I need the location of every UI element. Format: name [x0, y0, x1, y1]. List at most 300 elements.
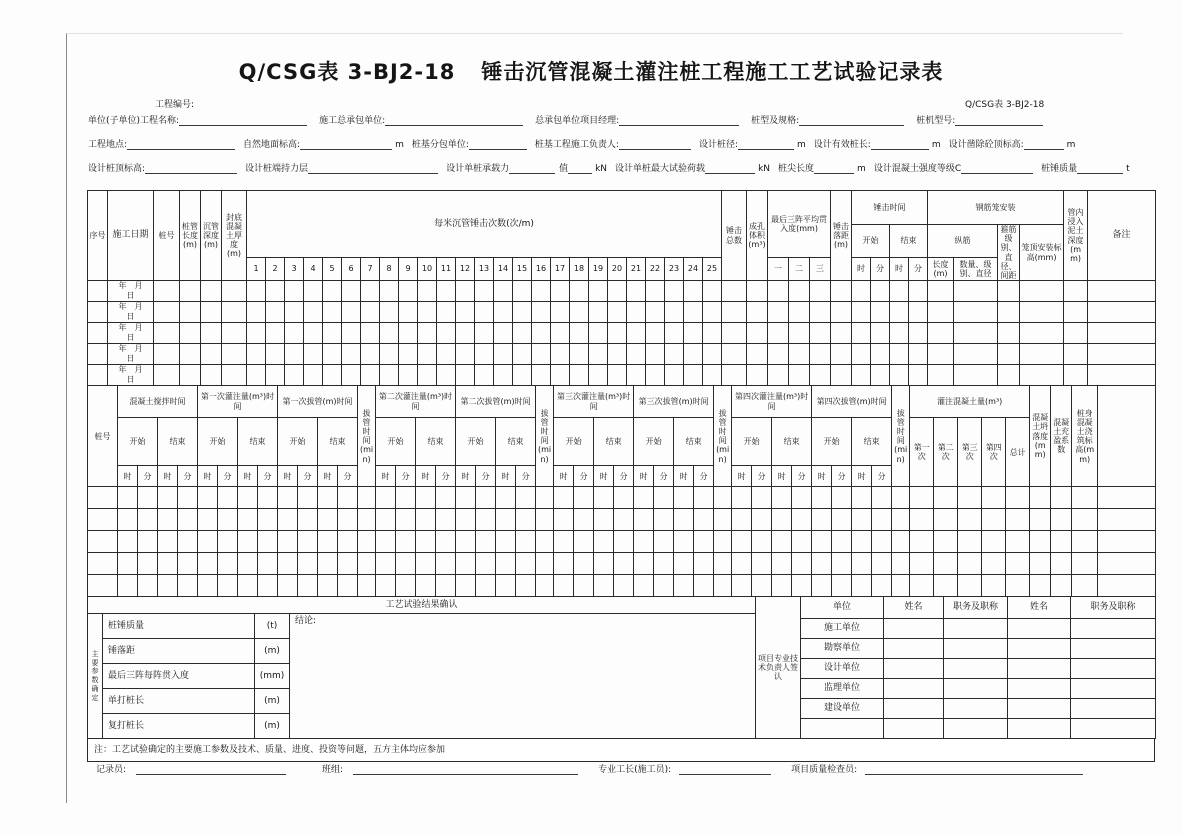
signature-table [755, 596, 1156, 739]
col-header-rebar-length: 长度(m) [928, 257, 954, 280]
hour-minute-col: 时 [890, 257, 909, 280]
empty-cell [1071, 719, 1156, 739]
empty-cell [594, 575, 614, 597]
empty-cell [418, 344, 437, 365]
field-label: 设计桩径: [698, 140, 739, 150]
empty-cell [475, 365, 494, 386]
empty-cell [910, 575, 934, 597]
hour-minute-col: 分 [298, 466, 318, 487]
blank-line [865, 765, 1083, 775]
empty-cell [180, 302, 201, 323]
hour-minute-col: 时 [634, 466, 654, 487]
empty-cell [258, 575, 278, 597]
empty-cell [437, 344, 456, 365]
empty-cell [88, 509, 118, 531]
empty-cell [772, 553, 792, 575]
hour-minute-col: 分 [258, 466, 278, 487]
empty-cell [338, 575, 358, 597]
hit-count-col-number: 23 [665, 257, 684, 280]
blank-line [619, 140, 691, 150]
empty-cell [258, 553, 278, 575]
empty-cell [222, 302, 247, 323]
empty-cell [456, 575, 476, 597]
param-row [88, 614, 756, 639]
empty-cell [589, 365, 608, 386]
empty-cell [358, 487, 376, 509]
empty-cell [722, 281, 747, 302]
empty-cell [88, 487, 118, 509]
empty-cell [1006, 553, 1030, 575]
empty-cell [909, 365, 928, 386]
empty-cell [722, 365, 747, 386]
blank-line [955, 116, 1043, 126]
empty-cell [852, 575, 872, 597]
empty-cell [884, 659, 944, 679]
unit-label: m [857, 164, 866, 174]
empty-cell [342, 344, 361, 365]
empty-cell [1072, 487, 1098, 509]
empty-cell [88, 575, 118, 597]
penetration-sub-col: 二 [789, 257, 810, 280]
col-header-longitudinal-rebar: 纵筋 [928, 225, 998, 258]
empty-cell [684, 323, 703, 344]
col-header-poured-concrete-volume: 灌注混凝土量(m³) [910, 386, 1030, 418]
empty-cell [1030, 553, 1051, 575]
col-header-pull-time: 拔管时间(min) [892, 386, 910, 487]
info-row-1 [88, 113, 1158, 126]
sign-header-row [756, 597, 1156, 619]
hour-minute-col: 分 [792, 466, 812, 487]
col-header-last-three-penetration: 最后三阵平均贯入度(mm) [768, 191, 831, 258]
blank-line [568, 164, 592, 174]
blank-line [871, 140, 929, 150]
blank-line [509, 164, 555, 174]
empty-cell [516, 509, 536, 531]
empty-cell [674, 487, 694, 509]
hit-count-col-number: 14 [494, 257, 513, 280]
team-label: 班组: [322, 765, 344, 775]
unit-label: m [1066, 140, 1076, 150]
empty-cell [222, 344, 247, 365]
empty-cell [944, 659, 1008, 679]
empty-cell [714, 531, 732, 553]
empty-cell [1051, 509, 1072, 531]
empty-cell [646, 344, 665, 365]
empty-cell [732, 531, 752, 553]
empty-cell [399, 302, 418, 323]
empty-cell [810, 281, 831, 302]
empty-cell [201, 323, 222, 344]
hour-minute-col: 时 [198, 466, 218, 487]
hour-minute-col: 时 [852, 257, 871, 280]
empty-cell [180, 281, 201, 302]
empty-cell [752, 509, 772, 531]
empty-cell [496, 509, 516, 531]
field-label: 设计混凝土强度等级C [873, 164, 962, 174]
empty-cell [436, 531, 456, 553]
empty-cell [198, 575, 218, 597]
col-header-slump: 混凝土坍落度(mm) [1030, 386, 1051, 487]
empty-cell [954, 365, 998, 386]
start-end-col: 开始 [554, 418, 594, 466]
empty-cell [338, 553, 358, 575]
empty-cell [437, 281, 456, 302]
start-end-col: 结束 [852, 418, 892, 466]
empty-cell [396, 531, 416, 553]
confirmation-block [87, 596, 1155, 739]
empty-cell [222, 323, 247, 344]
empty-cell [456, 365, 475, 386]
param-unit: (t) [255, 614, 290, 639]
empty-cell [338, 531, 358, 553]
col-header-date: 施工日期 [108, 191, 154, 281]
empty-cell [594, 509, 614, 531]
param-label: 锤落距 [103, 639, 255, 664]
empty-cell [627, 281, 646, 302]
empty-cell [118, 553, 138, 575]
empty-cell [496, 575, 516, 597]
field-label: 施工总承包单位: [319, 116, 386, 126]
empty-cell [871, 302, 890, 323]
param-unit: (mm) [255, 664, 290, 689]
empty-cell [792, 509, 812, 531]
empty-cell [536, 553, 554, 575]
empty-cell [266, 365, 285, 386]
empty-cell [684, 281, 703, 302]
hour-minute-col: 时 [158, 466, 178, 487]
empty-cell [570, 281, 589, 302]
empty-cell [323, 281, 342, 302]
empty-cell [475, 323, 494, 344]
t1-data-row [88, 344, 1156, 365]
empty-cell [810, 344, 831, 365]
empty-cell [831, 365, 852, 386]
empty-cell [703, 281, 722, 302]
empty-cell [832, 487, 852, 509]
hour-minute-col: 时 [732, 466, 752, 487]
empty-cell [910, 487, 934, 509]
empty-cell [812, 575, 832, 597]
empty-cell [218, 487, 238, 509]
form-name: 锤击沉管混凝土灌注桩工程施工工艺试验记录表 [481, 60, 944, 84]
empty-cell [954, 302, 998, 323]
empty-cell [494, 302, 513, 323]
empty-cell [532, 281, 551, 302]
hit-count-col-number: 18 [570, 257, 589, 280]
empty-cell [928, 344, 954, 365]
empty-cell [218, 575, 238, 597]
empty-cell [358, 575, 376, 597]
date-d: 日 [126, 375, 135, 385]
t1-data-row [88, 365, 1156, 386]
empty-cell [416, 553, 436, 575]
hit-count-col-number: 5 [323, 257, 342, 280]
field-label: 桩尖长度 [778, 164, 815, 174]
empty-cell [1088, 323, 1156, 344]
empty-cell [178, 509, 198, 531]
date-cell [108, 281, 154, 302]
hour-minute-col: 分 [218, 466, 238, 487]
empty-cell [574, 487, 594, 509]
empty-cell [416, 531, 436, 553]
empty-cell [554, 509, 574, 531]
info-row-3 [88, 161, 1158, 174]
empty-cell [380, 365, 399, 386]
group-header: 混凝土搅拌时间 [118, 386, 198, 418]
empty-cell [703, 302, 722, 323]
start-end-col: 开始 [732, 418, 772, 466]
start-end-col: 结束 [318, 418, 358, 466]
empty-cell [892, 531, 910, 553]
col-header-hammer-time: 锤击时间 [852, 191, 928, 225]
hit-count-col-number: 2 [266, 257, 285, 280]
empty-cell [380, 323, 399, 344]
empty-cell [872, 531, 892, 553]
hour-minute-col: 时 [554, 466, 574, 487]
date-ym: 年 月 [118, 323, 143, 333]
empty-cell [694, 553, 714, 575]
empty-cell [304, 281, 323, 302]
empty-cell [154, 365, 180, 386]
empty-cell [476, 575, 496, 597]
empty-cell [437, 323, 456, 344]
empty-cell [436, 575, 456, 597]
hour-minute-col: 分 [436, 466, 456, 487]
empty-cell [551, 344, 570, 365]
empty-cell [278, 575, 298, 597]
hour-minute-col: 分 [574, 466, 594, 487]
empty-cell [285, 281, 304, 302]
hour-minute-col: 时 [118, 466, 138, 487]
empty-cell [982, 575, 1006, 597]
empty-cell [1098, 487, 1156, 509]
empty-cell [1071, 679, 1156, 699]
empty-cell [456, 281, 475, 302]
col-header-drop-distance: 锤击落距(m) [831, 191, 852, 281]
empty-cell [1072, 553, 1098, 575]
col-header-pile-no: 桩号 [154, 191, 180, 281]
empty-cell [570, 344, 589, 365]
date-cell [108, 302, 154, 323]
empty-cell [654, 487, 674, 509]
empty-cell [634, 487, 654, 509]
empty-cell [88, 281, 108, 302]
empty-cell [342, 365, 361, 386]
unit-label: kN [758, 164, 771, 174]
empty-cell [476, 531, 496, 553]
empty-cell [338, 509, 358, 531]
blank-line [619, 116, 739, 126]
empty-cell [380, 281, 399, 302]
empty-cell [1098, 575, 1156, 597]
empty-cell [909, 302, 928, 323]
hit-count-col-number: 7 [361, 257, 380, 280]
hit-count-col-number: 20 [608, 257, 627, 280]
sign-header-cell: 职务及职称 [944, 597, 1008, 619]
empty-cell [884, 719, 944, 739]
empty-cell [318, 531, 338, 553]
main-parameters-label: 主要参数确定 [88, 614, 103, 739]
blank-line [679, 765, 771, 775]
empty-cell [810, 323, 831, 344]
empty-cell [982, 487, 1006, 509]
pour-count-col: 总计 [1006, 418, 1030, 487]
t1-data-row [88, 281, 1156, 302]
empty-cell [884, 679, 944, 699]
empty-cell [722, 323, 747, 344]
parameters-table [87, 596, 756, 739]
start-end-col: 结束 [496, 418, 536, 466]
empty-cell [703, 323, 722, 344]
empty-cell [792, 553, 812, 575]
empty-cell [418, 302, 437, 323]
hit-count-col-number: 25 [703, 257, 722, 280]
empty-cell [416, 509, 436, 531]
unit-label: m [395, 140, 404, 150]
empty-cell [812, 531, 832, 553]
empty-cell [496, 487, 516, 509]
empty-cell [732, 575, 752, 597]
empty-cell [852, 509, 872, 531]
empty-cell [1051, 553, 1072, 575]
empty-cell [789, 365, 810, 386]
empty-cell [928, 323, 954, 344]
col-header-pipe-length: 桩管长度(m) [180, 191, 201, 281]
empty-cell [752, 531, 772, 553]
empty-cell [180, 323, 201, 344]
empty-cell [852, 302, 871, 323]
empty-cell [494, 281, 513, 302]
empty-cell [222, 365, 247, 386]
hour-minute-col: 分 [138, 466, 158, 487]
empty-cell [634, 553, 654, 575]
hour-minute-col: 时 [594, 466, 614, 487]
empty-cell [958, 509, 982, 531]
empty-cell [258, 509, 278, 531]
empty-cell [831, 302, 852, 323]
start-end-col: 开始 [118, 418, 158, 466]
empty-cell [278, 531, 298, 553]
empty-cell [416, 575, 436, 597]
empty-cell [768, 365, 789, 386]
empty-cell [266, 302, 285, 323]
penetration-sub-col: 三 [810, 257, 831, 280]
t2-header-row-1 [88, 386, 1156, 418]
empty-cell [516, 487, 536, 509]
empty-cell [158, 575, 178, 597]
field-label: 桩基分包单位: [411, 140, 469, 150]
hit-count-col-number: 12 [456, 257, 475, 280]
empty-cell [1020, 302, 1064, 323]
empty-cell [694, 575, 714, 597]
empty-cell [694, 509, 714, 531]
empty-cell [376, 531, 396, 553]
info-row-2 [88, 137, 1158, 150]
hit-count-col-number: 13 [475, 257, 494, 280]
empty-cell [589, 323, 608, 344]
col-header-seal-concrete-thickness: 封底混凝土厚度(m) [222, 191, 247, 281]
empty-cell [958, 487, 982, 509]
empty-cell [674, 509, 694, 531]
group-header: 第一次灌注量(m³)时间 [198, 386, 278, 418]
empty-cell [892, 553, 910, 575]
empty-cell [944, 699, 1008, 719]
empty-cell [376, 575, 396, 597]
empty-cell [361, 365, 380, 386]
empty-cell [396, 553, 416, 575]
corner-form-code: Q/CSG表 3-BJ2-18 [965, 100, 1045, 110]
col-header-start: 开始 [852, 225, 890, 258]
empty-cell [1071, 699, 1156, 719]
empty-cell [752, 575, 772, 597]
date-ym: 年 月 [118, 344, 143, 354]
empty-cell [714, 575, 732, 597]
empty-cell [909, 281, 928, 302]
empty-cell [238, 553, 258, 575]
hour-minute-col: 时 [238, 466, 258, 487]
band-row [88, 597, 756, 614]
empty-cell [436, 487, 456, 509]
empty-cell [247, 365, 266, 386]
empty-cell [1098, 509, 1156, 531]
empty-cell [180, 365, 201, 386]
hour-minute-col: 分 [476, 466, 496, 487]
empty-cell [954, 323, 998, 344]
penetration-sub-col: 一 [768, 257, 789, 280]
empty-cell [285, 365, 304, 386]
result-confirmation-band: 工艺试验结果确认 [88, 597, 756, 614]
field-label: 桩基工程施工负责人: [534, 140, 619, 150]
sign-unit-label [801, 719, 884, 739]
empty-cell [768, 323, 789, 344]
empty-cell [138, 553, 158, 575]
empty-cell [890, 344, 909, 365]
empty-cell [570, 302, 589, 323]
col-header-total-blows: 锤击总数 [722, 191, 747, 281]
record-sheet [87, 190, 1155, 762]
col-header-hole-volume: 成孔体积(m³) [747, 191, 768, 281]
group-header: 第二次灌注量(m³)时间 [376, 386, 456, 418]
param-label: 复打桩长 [103, 714, 255, 739]
date-ym: 年 月 [118, 302, 143, 312]
empty-cell [154, 323, 180, 344]
sign-header-cell: 姓名 [1008, 597, 1071, 619]
hour-minute-col: 时 [852, 466, 872, 487]
sign-unit-label: 施工单位 [801, 619, 884, 639]
hour-minute-col: 分 [654, 466, 674, 487]
sign-row [756, 639, 1156, 659]
sign-row [756, 659, 1156, 679]
empty-cell [574, 531, 594, 553]
empty-cell [772, 575, 792, 597]
hour-minute-col: 时 [376, 466, 396, 487]
empty-cell [154, 344, 180, 365]
empty-cell [180, 344, 201, 365]
empty-cell [380, 302, 399, 323]
note-row: 注：工艺试验确定的主要施工参数及技术、质量、进度、投资等问题，五方主体均应参加 [87, 738, 1155, 762]
empty-cell [1071, 619, 1156, 639]
col-header-remarks: 备注 [1088, 191, 1156, 281]
empty-cell [554, 575, 574, 597]
empty-cell [871, 344, 890, 365]
t1-data-row [88, 302, 1156, 323]
empty-cell [456, 323, 475, 344]
empty-cell [318, 509, 338, 531]
param-label: 桩锤质量 [103, 614, 255, 639]
empty-cell [934, 509, 958, 531]
empty-cell [285, 302, 304, 323]
empty-cell [1051, 487, 1072, 509]
